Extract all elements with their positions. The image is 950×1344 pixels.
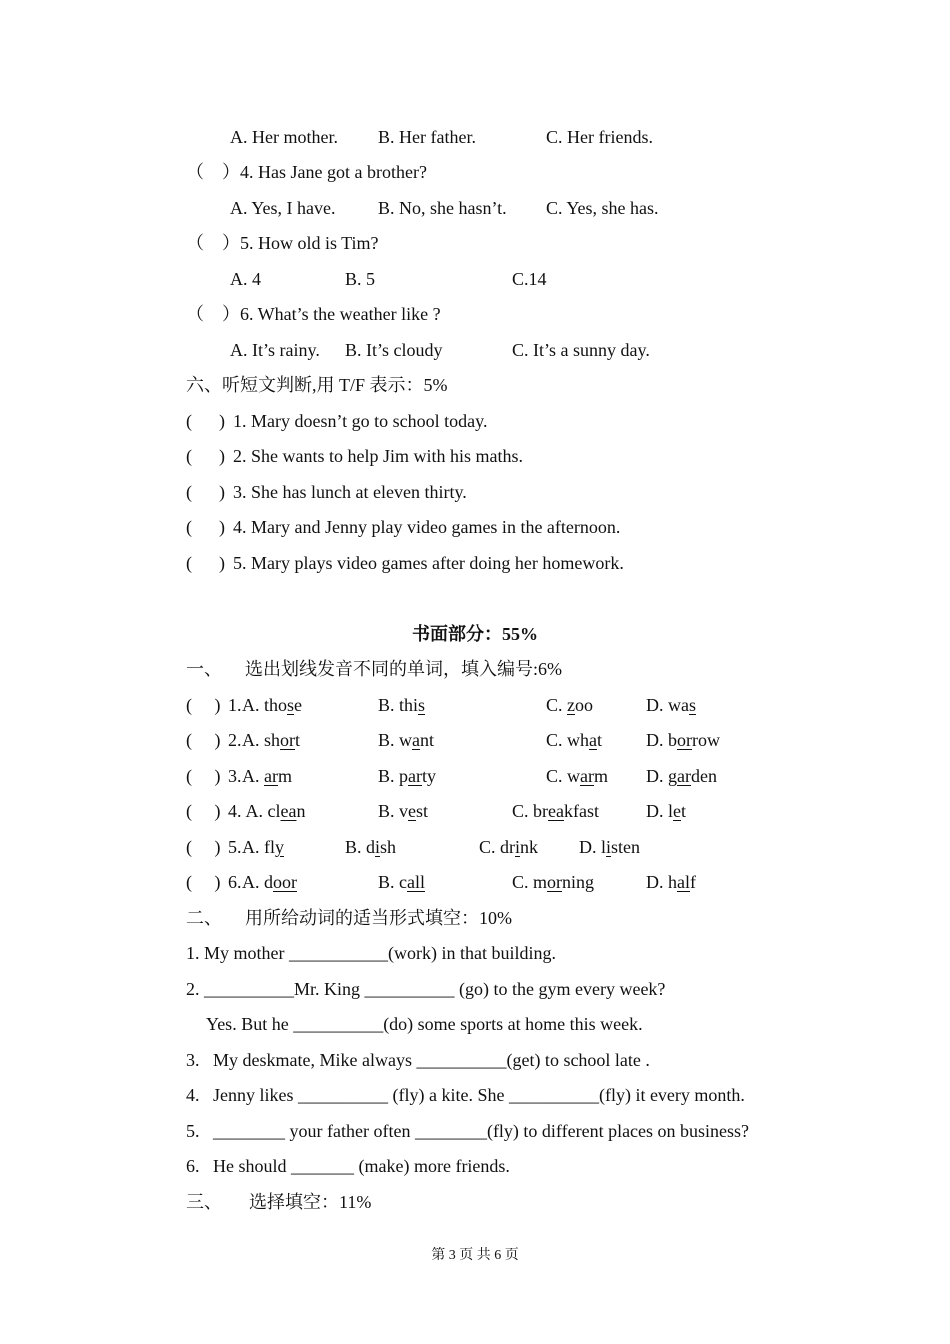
item-number: 4. <box>228 801 242 821</box>
option-b: B. vest <box>378 801 429 821</box>
written-part-title: 书面部分：55% <box>412 624 538 644</box>
part1-heading-number: 一、 <box>186 659 222 679</box>
option-c: C. zoo <box>546 695 594 715</box>
q6-answer-paren: （ ） <box>186 304 240 324</box>
q3-option-c: C. Her friends. <box>546 127 653 147</box>
page-footer: 第 3 页 共 6 页 <box>431 1248 519 1263</box>
q6-option-a: A. It’s rainy. <box>230 340 320 360</box>
fill-blank-line: 4. Jenny likes __________ (fly) a kite. She __________(fly) it every month. <box>186 1085 745 1105</box>
q5-answer-paren: （ ） <box>186 233 240 253</box>
tf-statement: 1. Mary doesn’t go to school today. <box>233 411 488 431</box>
q3-option-b: B. Her father. <box>378 127 476 147</box>
part2-heading-number: 二、 <box>186 908 222 928</box>
fill-blank-line: 2. __________Mr. King __________ (go) to the gym every week? <box>186 979 666 999</box>
part1-heading: 选出划线发音不同的单词，填入编号:6% <box>245 659 562 679</box>
tf-statement: 4. Mary and Jenny play video games in the afternoon. <box>233 517 621 537</box>
answer-paren: ( ) <box>186 801 221 821</box>
section6-heading: 六、听短文判断,用 T/F 表示：5% <box>186 375 448 395</box>
q4-option-a: A. Yes, I have. <box>230 198 336 218</box>
option-c: C. drink <box>479 837 539 857</box>
tf-answer-paren: ( ) <box>186 446 225 466</box>
item-number: 1. <box>228 695 242 715</box>
answer-paren: ( ) <box>186 695 221 715</box>
option-b: B. this <box>378 695 426 715</box>
part3-heading: 选择填空：11% <box>249 1192 372 1212</box>
fill-blank-line: 1. My mother ___________(work) in that building. <box>186 943 556 963</box>
option-d: D. borrow <box>646 730 720 750</box>
part3-heading-number: 三、 <box>186 1192 222 1212</box>
q5-option-a: A. 4 <box>230 269 261 289</box>
option-d: D. was <box>646 695 697 715</box>
option-b: B. dish <box>345 837 397 857</box>
item-number: 6. <box>228 872 242 892</box>
q5-option-b: B. 5 <box>345 269 376 289</box>
option-a: A. clean <box>242 801 306 821</box>
option-d: D. let <box>646 801 687 821</box>
q5-option-c: C.14 <box>512 269 547 289</box>
tf-answer-paren: ( ) <box>186 517 225 537</box>
item-number: 2. <box>228 730 242 750</box>
q4-answer-paren: （ ） <box>186 162 240 182</box>
item-number: 3. <box>228 766 242 786</box>
answer-paren: ( ) <box>186 837 221 857</box>
option-a: A. door <box>242 872 297 892</box>
option-d: D. garden <box>646 766 717 786</box>
tf-statement: 5. Mary plays video games after doing her homework. <box>233 553 624 573</box>
option-a: A. fly <box>242 837 284 857</box>
option-c: C. what <box>546 730 603 750</box>
option-c: C. warm <box>546 766 609 786</box>
answer-paren: ( ) <box>186 730 221 750</box>
part2-heading: 用所给动词的适当形式填空：10% <box>245 908 512 928</box>
q4-option-c: C. Yes, she has. <box>546 198 659 218</box>
item-number: 5. <box>228 837 242 857</box>
q4-option-b: B. No, she hasn’t. <box>378 198 507 218</box>
option-c: C. morning <box>512 872 595 892</box>
q6-option-c: C. It’s a sunny day. <box>512 340 650 360</box>
tf-answer-paren: ( ) <box>186 411 225 431</box>
option-b: B. call <box>378 872 425 892</box>
fill-blank-line: 6. He should _______ (make) more friends. <box>186 1156 510 1176</box>
option-c: C. breakfast <box>512 801 599 821</box>
option-b: B. party <box>378 766 437 786</box>
q6-question: 6. What’s the weather like ? <box>240 304 441 324</box>
fill-blank-line: Yes. But he __________(do) some sports at home this week. <box>206 1014 643 1034</box>
option-b: B. want <box>378 730 435 750</box>
q3-option-a: A. Her mother. <box>230 127 338 147</box>
option-a: A. those <box>242 695 303 715</box>
option-d: D. half <box>646 872 696 892</box>
fill-blank-line: 5. ________ your father often ________(fly) to different places on business? <box>186 1121 750 1141</box>
option-a: A. arm <box>242 766 292 786</box>
q4-question: 4. Has Jane got a brother? <box>240 162 427 182</box>
option-d: D. listen <box>579 837 641 857</box>
tf-answer-paren: ( ) <box>186 482 225 502</box>
q5-question: 5. How old is Tim? <box>240 233 379 253</box>
answer-paren: ( ) <box>186 872 221 892</box>
fill-blank-line: 3. My deskmate, Mike always __________(get) to school late . <box>186 1050 650 1070</box>
q6-option-b: B. It’s cloudy <box>345 340 443 360</box>
option-a: A. short <box>242 730 301 750</box>
tf-statement: 2. She wants to help Jim with his maths. <box>233 446 523 466</box>
tf-answer-paren: ( ) <box>186 553 225 573</box>
tf-statement: 3. She has lunch at eleven thirty. <box>233 482 467 502</box>
answer-paren: ( ) <box>186 766 221 786</box>
